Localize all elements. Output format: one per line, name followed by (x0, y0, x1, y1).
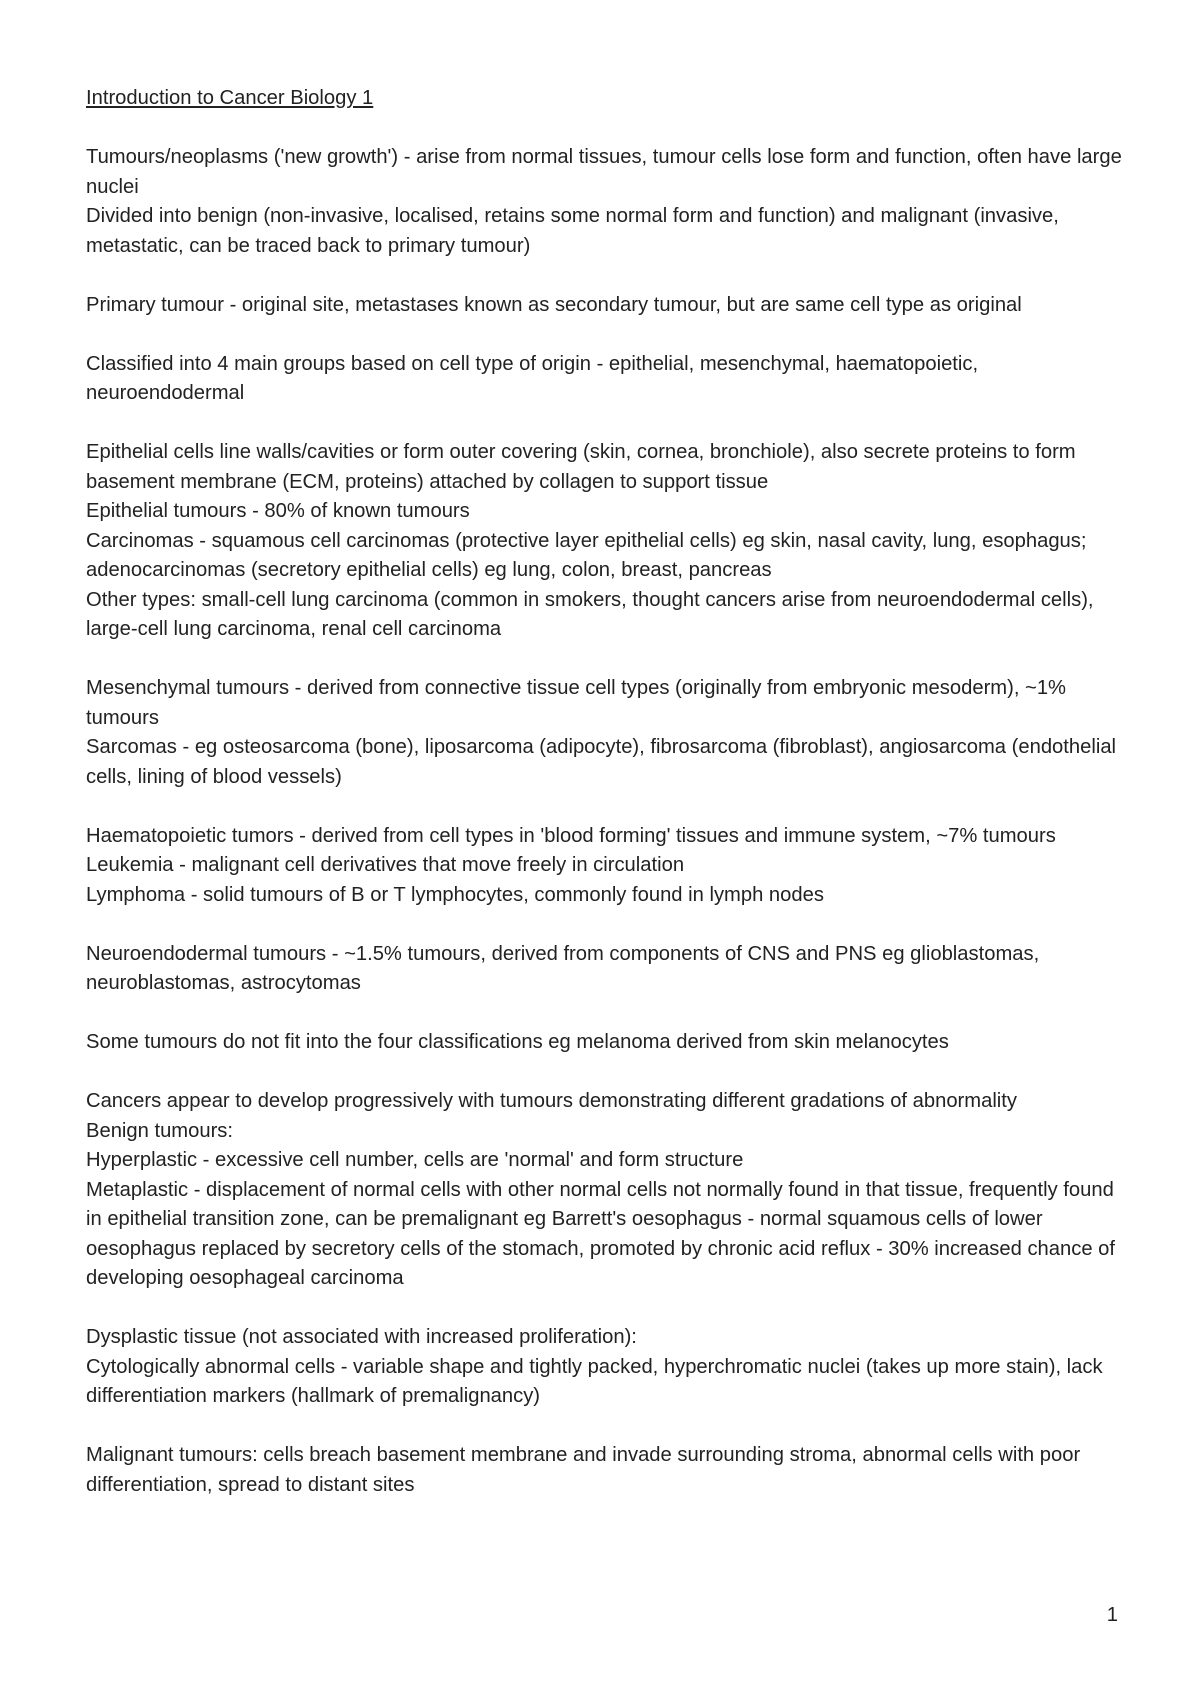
text-line: Cytologically abnormal cells - variable shape and tightly packed, hyperchromatic nuclei (takes up more stain), lack differentiation markers (hallmark of premalignancy) (86, 1355, 1103, 1407)
document-title: Introduction to Cancer Biology 1 (86, 87, 374, 109)
text-line: Leukemia - malignant cell derivatives that move freely in circulation (86, 854, 685, 876)
paragraph-group (86, 1028, 1126, 1058)
text-line: Lymphoma - solid tumours of B or T lymphocytes, commonly found in lymph nodes (86, 883, 824, 906)
text-line: Carcinomas - squamous cell carcinomas (protective layer epithelial cells) eg skin, nasal cavity, lung, esophagus; adenocarcinomas (secretory epithelial cells) eg lung, colon, breast, pancreas (86, 529, 1087, 581)
text-line: Sarcomas - eg osteosarcoma (bone), liposarcoma (adipocyte), fibrosarcoma (fibroblast), angiosarcoma (endothelial cells, lining of blood vessels) (86, 736, 1117, 788)
text-line: Classified into 4 main groups based on cell type of origin - epithelial, mesenchymal, haematopoietic, neuroendodermal (86, 352, 979, 404)
page-number: 1 (1106, 1604, 1118, 1626)
text-line: Malignant tumours: cells breach basement membrane and invade surrounding stroma, abnormal cells with poor differentiation, spread to distant sites (86, 1444, 1081, 1496)
text-line: Metaplastic - displacement of normal cells with other normal cells not normally found in that tissue, frequently found in epithelial transition zone, can be premalignant eg Barrett's oesophagus - normal squamous cells of lower oesophagus replaced by secretory cells of the stomach, promoted by chronic acid reflux - 30% increased chance of developing oesophageal carcinoma (86, 1178, 1115, 1289)
paragraph-group (86, 350, 1126, 409)
document-body (86, 143, 1126, 1500)
paragraph-group (86, 143, 1126, 261)
text-line: Benign tumours: (86, 1119, 234, 1142)
paragraph-group (86, 822, 1126, 911)
paragraph-group (86, 291, 1126, 321)
text-line: Tumours/neoplasms ('new growth') - arise from normal tissues, tumour cells lose form and function, often have large nuclei (86, 146, 1122, 198)
paragraph-group (86, 438, 1126, 645)
paragraph-group (86, 674, 1126, 792)
text-line: Divided into benign (non-invasive, localised, retains some normal form and function) and malignant (invasive, metastatic, can be traced back to primary tumour) (86, 205, 1059, 257)
paragraph-group (86, 940, 1126, 999)
paragraph-group (86, 1441, 1126, 1500)
text-line: Some tumours do not fit into the four classifications eg melanoma derived from skin melanocytes (86, 1031, 949, 1053)
text-line: Neuroendodermal tumours - ~1.5% tumours, derived from components of CNS and PNS eg glioblastomas, neuroblastomas, astrocytomas (86, 942, 1040, 994)
text-line: Hyperplastic - excessive cell number, cells are 'normal' and form structure (86, 1149, 744, 1171)
document-page (86, 84, 1126, 1530)
paragraph-group (86, 1323, 1126, 1412)
text-line: Haematopoietic tumors - derived from cell types in 'blood forming' tissues and immune system, ~7% tumours (86, 824, 1056, 847)
text-line: Other types: small-cell lung carcinoma (common in smokers, thought cancers arise from neuroendodermal cells), large-cell lung carcinoma, renal cell carcinoma (86, 588, 1094, 640)
text-line: Primary tumour - original site, metastases known as secondary tumour, but are same cell type as original (86, 293, 1022, 316)
text-line: Epithelial cells line walls/cavities or form outer covering (skin, cornea, bronchiole), also secrete proteins to form basement membrane (ECM, proteins) attached by collagen to support tissue (86, 441, 1076, 493)
text-line: Dysplastic tissue (not associated with increased proliferation): (86, 1326, 637, 1348)
text-line: Epithelial tumours - 80% of known tumours (86, 500, 470, 522)
text-line: Cancers appear to develop progressively with tumours demonstrating different gradations of abnormality (86, 1090, 1017, 1112)
text-line: Mesenchymal tumours - derived from connective tissue cell types (originally from embryonic mesoderm), ~1% tumours (86, 677, 1067, 729)
paragraph-group (86, 1087, 1126, 1294)
